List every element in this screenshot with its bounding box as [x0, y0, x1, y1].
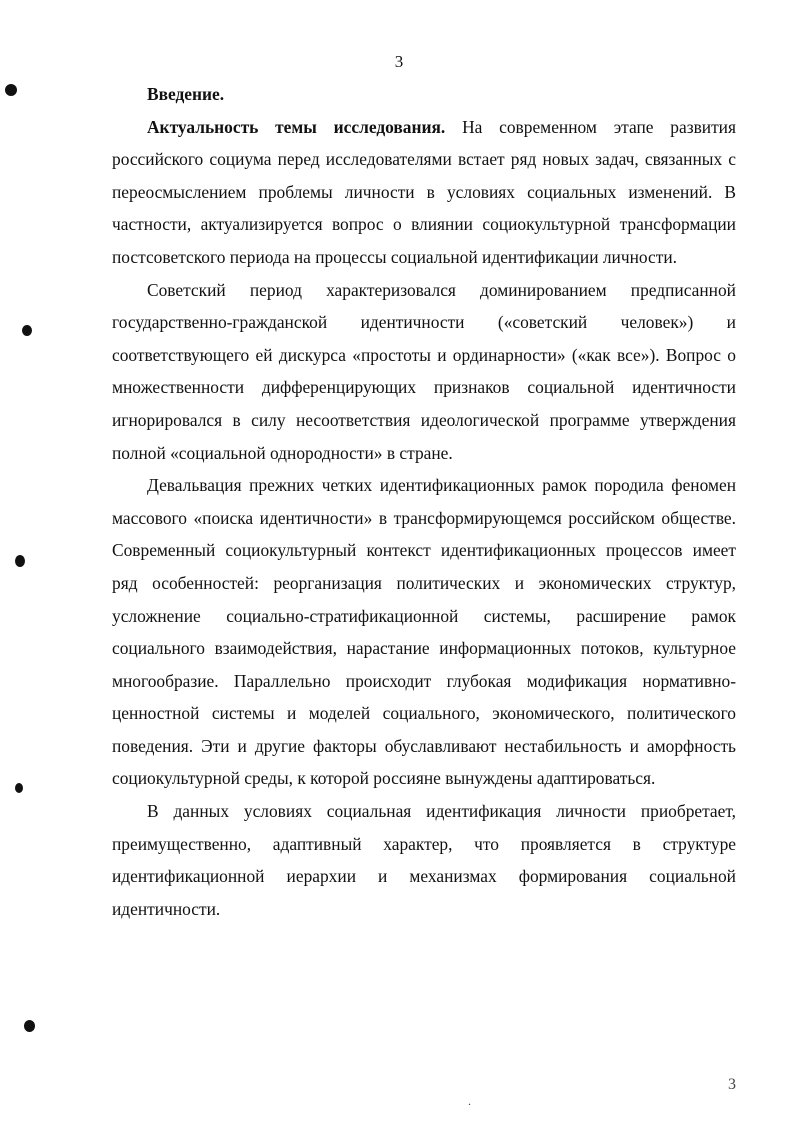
paragraph-text: Советский период характеризовался доминированием предписанной государственно-гражданской идентичности («советский человек») и соответствующего ей дискурса «простоты и ординарности» («как все»). Вопрос о множественности дифференцирующих признаков социальной идентичности игнорировался в силу несоответствия идеологической программе утверждения полной «социальной однородности» в стране.: [112, 279, 736, 463]
binder-hole-mark: [5, 84, 17, 96]
paragraph: [112, 469, 736, 795]
corner-page-number: 3: [728, 1076, 736, 1093]
page-number: 3: [394, 52, 404, 71]
paragraph-lead: Актуальность темы исследования.: [147, 116, 446, 137]
binder-hole-mark: [24, 1020, 35, 1032]
paragraph-text: На современном этапе развития российского социума перед исследователями встает ряд новых задач, связанных с переосмыслением проблемы личности в условиях социальных изменений. В частности, актуализируется вопрос о влиянии социокультурной трансформации постсоветского периода на процессы социальной идентификации личности.: [112, 116, 736, 267]
scan-artifact: .: [468, 1094, 471, 1108]
paragraph: [112, 795, 736, 925]
section-heading: Введение.: [147, 84, 225, 104]
paragraph: [112, 111, 736, 274]
paragraph: [112, 274, 736, 470]
binder-hole-mark: [15, 783, 23, 793]
binder-hole-mark: [15, 555, 25, 567]
paragraph-text: В данных условиях социальная идентификация личности приобретает, преимущественно, адаптивный характер, что проявляется в структуре идентификационной иерархии и механизмах формирования социальной идентичности.: [112, 801, 736, 919]
paragraph-text: Девальвация прежних четких идентификационных рамок породила феномен массового «поиска идентичности» в трансформирующемся российском обществе. Современный социокультурный контекст идентификационных процессов имеет ряд особенностей: реорганизация политических и экономических структур, усложнение социально-стратификационной системы, расширение рамок социального взаимодействия, нарастание информационных потоков, культурное многообразие. Параллельно происходит глубокая модификация нормативно-ценностной системы и моделей социального, экономического, политического поведения. Эти и другие факторы обуславливают нестабильность и аморфность социокультурной среды, к которой россияне вынуждены адаптироваться.: [112, 475, 736, 789]
document-body: [112, 78, 736, 925]
binder-hole-mark: [22, 325, 32, 336]
